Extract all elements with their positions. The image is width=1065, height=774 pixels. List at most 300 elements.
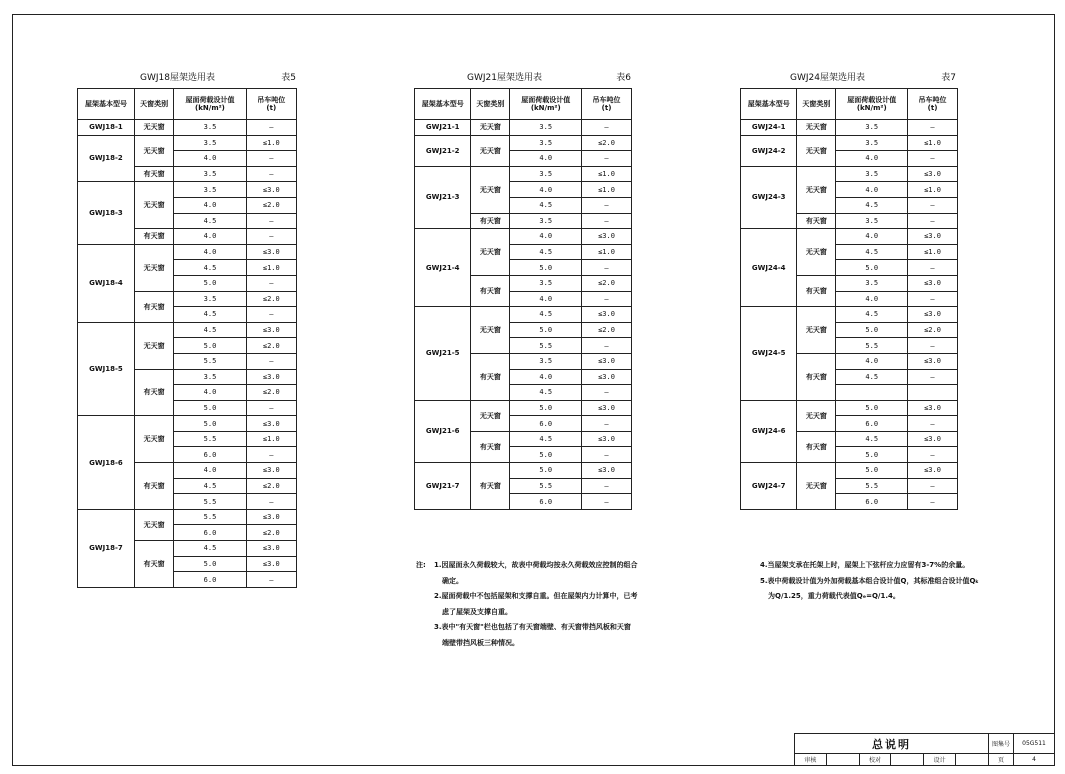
roof-load-cell: 5.5 [174, 509, 246, 525]
roof-load-cell: 5.5 [510, 478, 582, 494]
roof-load-cell: 3.5 [174, 166, 246, 182]
roof-load-cell: 4.5 [510, 197, 582, 213]
roof-load-cell: 5.0 [836, 463, 908, 479]
truss-model-cell: GWJ21-1 [415, 120, 471, 136]
crane-tonnage-cell: ≤3.0 [582, 369, 632, 385]
table-row [741, 307, 958, 323]
signature-review [826, 754, 859, 766]
roof-load-cell: 3.5 [836, 166, 908, 182]
roof-load-cell: 5.0 [510, 463, 582, 479]
crane-tonnage-cell: — [908, 151, 958, 167]
header-roof-load [174, 89, 246, 120]
table-header-row [415, 89, 632, 120]
crane-tonnage-cell: — [582, 260, 632, 276]
roof-load-cell: 6.0 [510, 416, 582, 432]
note-line: 3.表中"有天窗"栏也包括了有天窗端壁、有天窗带挡风板和天窗 [434, 623, 631, 631]
roof-load-cell: 5.5 [174, 353, 246, 369]
crane-tonnage-cell: ≤3.0 [246, 244, 296, 260]
crane-tonnage-cell: ≤3.0 [582, 463, 632, 479]
roof-load-cell: 5.5 [836, 338, 908, 354]
roof-load-cell: 6.0 [174, 447, 246, 463]
roof-load-cell: 4.0 [174, 229, 246, 245]
crane-tonnage-cell: — [582, 416, 632, 432]
truss-model-cell: GWJ24-6 [741, 400, 797, 462]
crane-tonnage-cell: ≤2.0 [246, 525, 296, 541]
roof-load-cell: 4.0 [174, 151, 246, 167]
roof-load-cell [836, 385, 908, 401]
truss-model-cell: GWJ24-4 [741, 229, 797, 307]
crane-tonnage-cell: ≤3.0 [582, 431, 632, 447]
note-line: 为Q/1.25，重力荷载代表值Qₑ=Q/1.4。 [768, 592, 900, 600]
truss-model-cell: GWJ21-6 [415, 400, 471, 462]
crane-tonnage-cell: ≤2.0 [246, 478, 296, 494]
crane-tonnage-cell: ≤3.0 [908, 353, 958, 369]
crane-tonnage-cell: ≤1.0 [246, 260, 296, 276]
header-roof-load-unit: (kN/m²) [530, 104, 561, 112]
crane-tonnage-cell: ≤2.0 [246, 291, 296, 307]
roof-load-cell: 3.5 [510, 353, 582, 369]
roof-load-cell: 6.0 [174, 572, 246, 588]
crane-tonnage-cell: ≤2.0 [582, 322, 632, 338]
signature-check [891, 754, 924, 766]
truss-model-cell: GWJ18-1 [78, 120, 135, 136]
roof-load-cell: 5.5 [836, 478, 908, 494]
roof-load-cell: 3.5 [510, 166, 582, 182]
drawing-title: 总说明 [795, 734, 989, 754]
skylight-type-cell: 无天窗 [134, 322, 173, 369]
roof-load-cell: 4.0 [510, 229, 582, 245]
crane-tonnage-cell: — [246, 166, 296, 182]
table-row [78, 322, 297, 338]
notes-label: 注: [416, 561, 426, 569]
skylight-type-cell: 无天窗 [471, 135, 510, 166]
header-crane-tonnage [246, 89, 296, 120]
header-roof-load [836, 89, 908, 120]
crane-tonnage-cell: — [246, 572, 296, 588]
roof-load-cell: 4.5 [510, 431, 582, 447]
truss-model-cell: GWJ24-1 [741, 120, 797, 136]
skylight-type-cell: 有天窗 [134, 463, 173, 510]
skylight-type-cell: 无天窗 [134, 135, 173, 166]
roof-load-cell: 5.0 [174, 400, 246, 416]
roof-load-cell: 4.5 [174, 541, 246, 557]
roof-load-cell: 6.0 [836, 494, 908, 510]
roof-load-cell: 5.0 [174, 338, 246, 354]
roof-load-cell: 4.5 [836, 307, 908, 323]
skylight-type-cell: 无天窗 [471, 166, 510, 213]
header-roof-load-label: 屋面荷载设计值 [847, 96, 897, 104]
crane-tonnage-cell: — [582, 151, 632, 167]
crane-tonnage-cell: ≤3.0 [908, 431, 958, 447]
roof-load-cell: 6.0 [836, 416, 908, 432]
skylight-type-cell: 无天窗 [134, 120, 173, 136]
notes-right [760, 558, 1050, 605]
table-row [415, 307, 632, 323]
crane-tonnage-cell: — [908, 213, 958, 229]
roof-load-cell: 3.5 [174, 120, 246, 136]
skylight-type-cell: 有天窗 [471, 463, 510, 510]
skylight-type-cell: 无天窗 [471, 120, 510, 136]
truss-model-cell: GWJ24-3 [741, 166, 797, 228]
crane-tonnage-cell: — [246, 120, 296, 136]
roof-load-cell: 3.5 [510, 120, 582, 136]
notes-left [416, 558, 686, 651]
role-design: 设计 [924, 754, 956, 766]
roof-load-cell: 5.0 [510, 322, 582, 338]
table-row [741, 463, 958, 479]
header-crane-tonnage [908, 89, 958, 120]
crane-tonnage-cell: ≤2.0 [582, 135, 632, 151]
roof-load-cell: 4.0 [174, 197, 246, 213]
caption-title: GWJ24屋架选用表 [790, 73, 865, 83]
crane-tonnage-cell: ≤1.0 [908, 182, 958, 198]
truss-model-cell: GWJ18-7 [78, 509, 135, 587]
roof-load-cell: 4.5 [174, 307, 246, 323]
table-row [78, 120, 297, 136]
crane-tonnage-cell: ≤3.0 [582, 353, 632, 369]
roof-load-cell: 4.0 [836, 182, 908, 198]
crane-tonnage-cell: ≤3.0 [246, 463, 296, 479]
crane-tonnage-cell: ≤3.0 [582, 229, 632, 245]
note-line: 1.因屋面永久荷载较大，故表中荷载均按永久荷载效应控制的组合 [434, 561, 638, 569]
roof-load-cell: 5.5 [174, 494, 246, 510]
header-roof-load-unit: (kN/m²) [195, 104, 225, 112]
truss-model-cell: GWJ18-3 [78, 182, 135, 244]
truss-model-cell: GWJ24-2 [741, 135, 797, 166]
skylight-type-cell: 无天窗 [797, 463, 836, 510]
crane-tonnage-cell: ≤3.0 [246, 541, 296, 557]
roof-load-cell: 4.5 [510, 385, 582, 401]
header-skylight-type: 天窗类别 [797, 89, 836, 120]
table-caption-gwj21 [467, 70, 631, 83]
skylight-type-cell: 无天窗 [134, 182, 173, 229]
crane-tonnage-cell: ≤1.0 [908, 244, 958, 260]
role-check: 校对 [859, 754, 891, 766]
roof-load-cell: 5.0 [836, 322, 908, 338]
truss-model-cell: GWJ24-5 [741, 307, 797, 401]
skylight-type-cell: 无天窗 [797, 229, 836, 276]
roof-load-cell: 6.0 [174, 525, 246, 541]
roof-load-cell: 4.0 [836, 151, 908, 167]
crane-tonnage-cell: ≤3.0 [246, 182, 296, 198]
atlas-label: 图集号 [989, 734, 1014, 754]
caption-table-no: 表7 [941, 73, 956, 83]
table-row [415, 463, 632, 479]
roof-load-cell: 5.0 [174, 556, 246, 572]
roof-load-cell: 3.5 [174, 182, 246, 198]
table-caption-gwj18 [140, 70, 296, 83]
roof-load-cell: 3.5 [174, 135, 246, 151]
crane-tonnage-cell: ≤2.0 [908, 322, 958, 338]
crane-tonnage-cell: — [246, 353, 296, 369]
roof-load-cell: 5.5 [510, 338, 582, 354]
crane-tonnage-cell: — [582, 291, 632, 307]
roof-load-cell: 3.5 [510, 135, 582, 151]
crane-tonnage-cell: ≤1.0 [582, 166, 632, 182]
roof-load-cell: 5.0 [836, 260, 908, 276]
roof-load-cell: 4.0 [510, 369, 582, 385]
table-row [78, 416, 297, 432]
roof-load-cell: 5.0 [174, 275, 246, 291]
table-header-row [78, 89, 297, 120]
truss-model-cell: GWJ21-2 [415, 135, 471, 166]
roof-load-cell: 4.0 [510, 291, 582, 307]
crane-tonnage-cell: — [908, 197, 958, 213]
truss-model-cell: GWJ18-5 [78, 322, 135, 416]
crane-tonnage-cell: ≤3.0 [908, 307, 958, 323]
truss-model-cell: GWJ18-6 [78, 416, 135, 510]
crane-tonnage-cell: ≤1.0 [582, 182, 632, 198]
crane-tonnage-cell: ≤3.0 [246, 369, 296, 385]
crane-tonnage-cell [908, 385, 958, 401]
gwj21-selection-table [414, 88, 632, 510]
roof-load-cell: 6.0 [510, 494, 582, 510]
roof-load-cell: 4.0 [174, 385, 246, 401]
skylight-type-cell: 无天窗 [797, 135, 836, 166]
crane-tonnage-cell: ≤3.0 [246, 556, 296, 572]
header-skylight-type: 天窗类别 [471, 89, 510, 120]
roof-load-cell: 4.5 [174, 478, 246, 494]
roof-load-cell: 3.5 [836, 135, 908, 151]
truss-model-cell: GWJ21-7 [415, 463, 471, 510]
skylight-type-cell: 无天窗 [134, 416, 173, 463]
crane-tonnage-cell: — [908, 260, 958, 276]
crane-tonnage-cell: — [908, 120, 958, 136]
table-row [78, 182, 297, 198]
roof-load-cell: 3.5 [174, 291, 246, 307]
crane-tonnage-cell: — [246, 400, 296, 416]
table-row [741, 166, 958, 182]
roof-load-cell: 4.5 [510, 244, 582, 260]
skylight-type-cell: 无天窗 [134, 509, 173, 540]
note-line: 虑了屋架及支撑自重。 [442, 607, 512, 616]
skylight-type-cell: 有天窗 [797, 213, 836, 229]
crane-tonnage-cell: ≤3.0 [246, 416, 296, 432]
header-crane-tonnage-label: 吊车吨位 [918, 96, 947, 104]
roof-load-cell: 5.0 [836, 400, 908, 416]
gwj18-selection-table [77, 88, 297, 588]
crane-tonnage-cell: — [246, 213, 296, 229]
truss-model-cell: GWJ18-2 [78, 135, 135, 182]
gwj24-selection-table [740, 88, 958, 510]
crane-tonnage-cell: ≤2.0 [246, 338, 296, 354]
skylight-type-cell: 无天窗 [471, 307, 510, 354]
skylight-type-cell: 有天窗 [471, 353, 510, 400]
header-crane-tonnage [582, 89, 632, 120]
header-crane-tonnage-unit: (t) [266, 104, 277, 112]
skylight-type-cell: 有天窗 [134, 229, 173, 245]
table-row [741, 400, 958, 416]
header-model: 屋架基本型号 [741, 89, 797, 120]
roof-load-cell: 3.5 [510, 213, 582, 229]
roof-load-cell: 4.0 [836, 291, 908, 307]
table-row [741, 229, 958, 245]
roof-load-cell: 3.5 [510, 275, 582, 291]
header-crane-tonnage-label: 吊车吨位 [592, 96, 621, 104]
crane-tonnage-cell: — [908, 494, 958, 510]
table-header-row [741, 89, 958, 120]
roof-load-cell: 4.5 [836, 244, 908, 260]
header-model: 屋架基本型号 [78, 89, 135, 120]
truss-model-cell: GWJ21-4 [415, 229, 471, 307]
header-roof-load [510, 89, 582, 120]
skylight-type-cell: 有天窗 [471, 213, 510, 229]
roof-load-cell: 4.0 [174, 244, 246, 260]
truss-model-cell: GWJ24-7 [741, 463, 797, 510]
roof-load-cell: 5.0 [510, 260, 582, 276]
header-crane-tonnage-label: 吊车吨位 [257, 96, 286, 104]
skylight-type-cell: 有天窗 [797, 353, 836, 400]
caption-table-no: 表5 [281, 73, 296, 83]
table-row [741, 135, 958, 151]
crane-tonnage-cell: — [246, 151, 296, 167]
roof-load-cell: 4.0 [510, 182, 582, 198]
table-row [78, 135, 297, 151]
table-row [415, 135, 632, 151]
header-crane-tonnage-unit: (t) [927, 104, 938, 112]
header-roof-load-unit: (kN/m²) [856, 104, 887, 112]
header-skylight-type: 天窗类别 [134, 89, 173, 120]
caption-title: GWJ21屋架选用表 [467, 73, 542, 83]
role-review: 审核 [795, 754, 827, 766]
skylight-type-cell: 无天窗 [797, 120, 836, 136]
crane-tonnage-cell: ≤1.0 [582, 244, 632, 260]
skylight-type-cell: 有天窗 [471, 431, 510, 462]
note-line: 4.当屋架支承在托架上时，屋架上下弦杆应力应留有3-7%的余量。 [760, 561, 970, 569]
crane-tonnage-cell: ≤3.0 [582, 400, 632, 416]
page-number: 4 [1014, 754, 1055, 766]
skylight-type-cell: 有天窗 [797, 275, 836, 306]
roof-load-cell: 4.5 [174, 260, 246, 276]
roof-load-cell: 4.0 [174, 463, 246, 479]
crane-tonnage-cell: — [582, 213, 632, 229]
roof-load-cell: 3.5 [836, 275, 908, 291]
roof-load-cell: 4.0 [510, 151, 582, 167]
crane-tonnage-cell: — [246, 494, 296, 510]
caption-table-no: 表6 [616, 73, 631, 83]
roof-load-cell: 4.5 [174, 213, 246, 229]
roof-load-cell: 5.0 [510, 400, 582, 416]
crane-tonnage-cell: — [582, 494, 632, 510]
crane-tonnage-cell: ≤1.0 [246, 431, 296, 447]
note-line: 5.表中荷载设计值为外加荷载基本组合设计值Q，其标准组合设计值Qₖ [760, 576, 979, 585]
skylight-type-cell: 无天窗 [134, 244, 173, 291]
table-row [78, 244, 297, 260]
crane-tonnage-cell: ≤3.0 [246, 322, 296, 338]
crane-tonnage-cell: — [582, 197, 632, 213]
crane-tonnage-cell: — [246, 229, 296, 245]
note-line: 确定。 [442, 576, 463, 585]
roof-load-cell: 3.5 [174, 369, 246, 385]
skylight-type-cell: 有天窗 [134, 541, 173, 588]
crane-tonnage-cell: ≤3.0 [582, 307, 632, 323]
roof-load-cell: 4.5 [836, 369, 908, 385]
title-block [794, 733, 1055, 766]
crane-tonnage-cell: ≤1.0 [908, 135, 958, 151]
skylight-type-cell: 无天窗 [797, 166, 836, 213]
skylight-type-cell: 无天窗 [797, 307, 836, 354]
signature-design [956, 754, 989, 766]
note-line: 端壁带挡风板三种情况。 [442, 638, 519, 647]
roof-load-cell: 5.0 [836, 447, 908, 463]
crane-tonnage-cell: — [582, 120, 632, 136]
truss-model-cell: GWJ21-3 [415, 166, 471, 228]
skylight-type-cell: 有天窗 [134, 166, 173, 182]
roof-load-cell: 4.0 [836, 229, 908, 245]
crane-tonnage-cell: ≤2.0 [582, 275, 632, 291]
crane-tonnage-cell: — [582, 338, 632, 354]
crane-tonnage-cell: ≤3.0 [246, 509, 296, 525]
crane-tonnage-cell: — [908, 416, 958, 432]
crane-tonnage-cell: — [582, 478, 632, 494]
skylight-type-cell: 有天窗 [134, 369, 173, 416]
skylight-type-cell: 有天窗 [797, 431, 836, 462]
crane-tonnage-cell: ≤2.0 [246, 385, 296, 401]
page-label: 页 [989, 754, 1014, 766]
header-roof-load-label: 屋面荷载设计值 [521, 96, 571, 104]
roof-load-cell: 4.5 [836, 197, 908, 213]
crane-tonnage-cell: ≤3.0 [908, 463, 958, 479]
crane-tonnage-cell: ≤3.0 [908, 229, 958, 245]
crane-tonnage-cell: — [908, 369, 958, 385]
crane-tonnage-cell: ≤1.0 [246, 135, 296, 151]
table-caption-gwj24 [790, 70, 956, 83]
truss-model-cell: GWJ18-4 [78, 244, 135, 322]
crane-tonnage-cell: ≤3.0 [908, 275, 958, 291]
table-row [415, 120, 632, 136]
crane-tonnage-cell: ≤3.0 [908, 400, 958, 416]
roof-load-cell: 5.0 [174, 416, 246, 432]
crane-tonnage-cell: — [246, 447, 296, 463]
crane-tonnage-cell: — [246, 307, 296, 323]
roof-load-cell: 5.5 [174, 431, 246, 447]
skylight-type-cell: 无天窗 [797, 400, 836, 431]
header-roof-load-label: 屋面荷载设计值 [185, 96, 235, 104]
crane-tonnage-cell: — [908, 478, 958, 494]
crane-tonnage-cell: — [908, 291, 958, 307]
skylight-type-cell: 有天窗 [471, 275, 510, 306]
skylight-type-cell: 无天窗 [471, 400, 510, 431]
table-row [415, 166, 632, 182]
roof-load-cell: 5.0 [510, 447, 582, 463]
table-row [415, 229, 632, 245]
crane-tonnage-cell: — [582, 385, 632, 401]
truss-model-cell: GWJ21-5 [415, 307, 471, 401]
skylight-type-cell: 有天窗 [134, 291, 173, 322]
crane-tonnage-cell: — [908, 447, 958, 463]
crane-tonnage-cell: ≤2.0 [246, 197, 296, 213]
roof-load-cell: 3.5 [836, 120, 908, 136]
atlas-number: 05G511 [1014, 734, 1055, 754]
roof-load-cell: 3.5 [836, 213, 908, 229]
crane-tonnage-cell: — [246, 275, 296, 291]
caption-title: GWJ18屋架选用表 [140, 73, 215, 83]
roof-load-cell: 4.5 [510, 307, 582, 323]
crane-tonnage-cell: — [908, 338, 958, 354]
skylight-type-cell: 无天窗 [471, 229, 510, 276]
table-row [741, 120, 958, 136]
table-row [78, 509, 297, 525]
header-crane-tonnage-unit: (t) [601, 104, 612, 112]
roof-load-cell: 4.5 [174, 322, 246, 338]
header-model: 屋架基本型号 [415, 89, 471, 120]
roof-load-cell: 4.5 [836, 431, 908, 447]
crane-tonnage-cell: — [582, 447, 632, 463]
crane-tonnage-cell: ≤3.0 [908, 166, 958, 182]
roof-load-cell: 4.0 [836, 353, 908, 369]
note-line: 2.屋面荷载中不包括屋架和支撑自重。但在屋架内力计算中，已考 [434, 592, 638, 600]
table-row [415, 400, 632, 416]
